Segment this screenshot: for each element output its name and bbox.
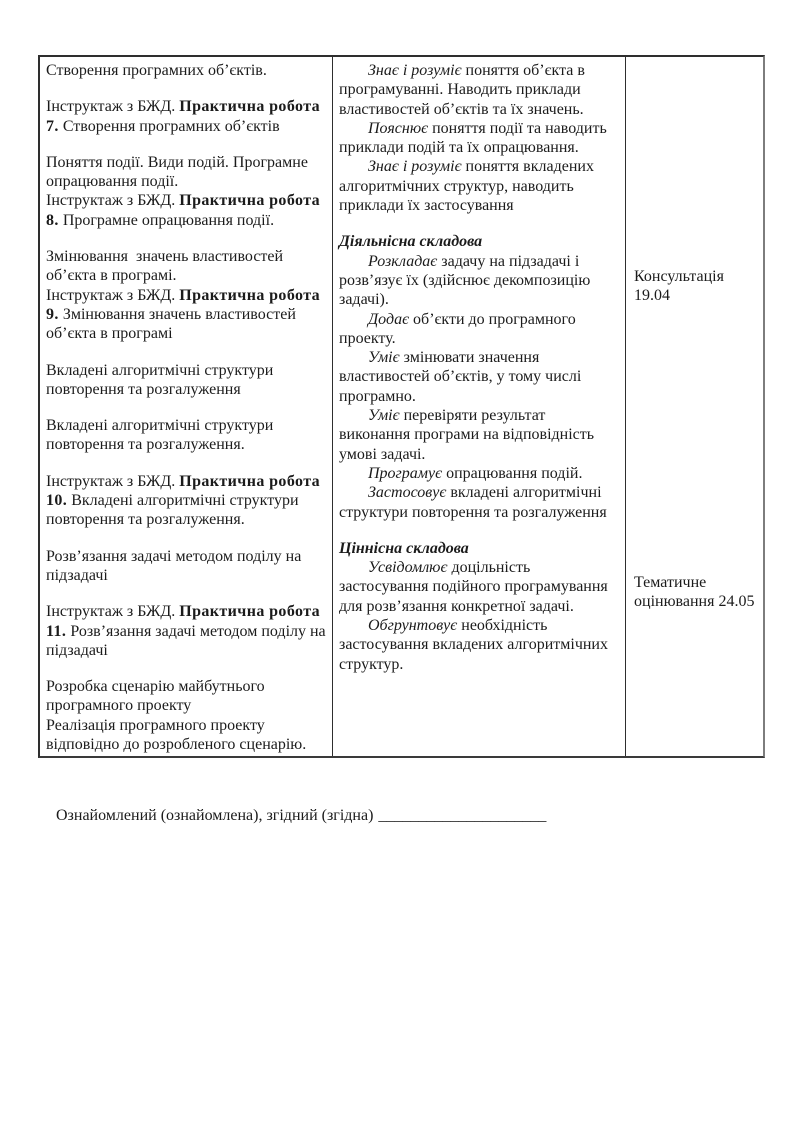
paragraph	[46, 602, 330, 660]
text: Програмне опрацювання події.	[58, 211, 275, 229]
text: вкладені алгоритмічні структури повторення та розгалуження	[339, 484, 607, 521]
paragraph	[339, 464, 619, 483]
italic-text: Застосовує	[368, 484, 447, 502]
italic-text: Знає і розуміє	[368, 158, 462, 176]
paragraph	[46, 716, 326, 755]
paragraph	[339, 157, 619, 215]
bold-text: Практична робота 7.	[46, 98, 325, 135]
blank-line	[46, 344, 326, 361]
text: Змінювання значень властивостей об’єкта в програмі.	[46, 248, 288, 285]
consultation-note: Консультація 19.04	[634, 268, 724, 305]
paragraph	[46, 191, 326, 230]
text: Вкладені алгоритмічні структури повторення та розгалуження.	[46, 492, 303, 529]
paragraph	[46, 361, 326, 400]
paragraph	[46, 97, 326, 136]
italic-text: Уміє	[368, 407, 400, 425]
paragraph	[339, 252, 619, 310]
acknowledgment-line	[40, 787, 546, 845]
paragraph	[339, 483, 619, 522]
text: об’єкти до програмного проекту.	[339, 310, 580, 347]
schedule-cell	[625, 57, 763, 756]
blank-line	[46, 136, 326, 153]
paragraph	[339, 348, 619, 406]
italic-text: Додає	[368, 310, 410, 328]
text: Змінювання значень властивостей об’єкта в програмі	[46, 305, 300, 343]
curriculum-table	[38, 55, 765, 758]
paragraph	[46, 286, 326, 344]
bold-text: Практична робота 10.	[46, 472, 325, 510]
text: Інструктаж з БЖД.	[46, 286, 180, 304]
text: необхідність застосування вкладених алгоритмічних структур.	[339, 617, 612, 673]
bold-italic-heading: Діяльнісна складова	[339, 233, 483, 251]
italic-text: Розкладає	[368, 252, 438, 270]
paragraph	[46, 547, 326, 586]
paragraph	[46, 472, 326, 530]
text: доцільність застосування подійного програмування для розв’язання конкретної задачі.	[339, 559, 612, 615]
text: Інструктаж з БЖД.	[46, 472, 180, 490]
blank-line	[46, 585, 326, 602]
paragraph	[339, 539, 619, 558]
text: Створення програмних об’єктів	[58, 117, 280, 135]
paragraph	[46, 153, 326, 192]
blank-line	[46, 80, 326, 97]
learning-outcomes-cell	[332, 57, 625, 756]
bold-italic-heading: Ціннісна складова	[339, 539, 469, 557]
text: Створення програмних об’єктів.	[46, 62, 267, 79]
acknowledgment-text: Ознайомлений (ознайомлена), згідний (згідна)	[56, 807, 374, 825]
paragraph	[339, 232, 619, 251]
text: Розв’язання задачі методом поділу на підзадачі	[46, 622, 330, 659]
paragraph	[46, 416, 326, 455]
blank-line	[46, 399, 326, 416]
italic-text: Уміє	[368, 349, 400, 367]
paragraph	[46, 61, 326, 80]
text: Розробка сценарію майбутнього програмного проекту	[46, 678, 269, 715]
blank-line	[46, 455, 326, 472]
paragraph	[339, 119, 619, 158]
text: змінювати значення властивостей об’єктів, у тому числі програмно.	[339, 349, 586, 405]
bold-text: Практична робота 9.	[46, 286, 325, 323]
signature-blank-line: _____________________	[378, 807, 547, 825]
italic-text: Пояснює	[368, 119, 429, 137]
paragraph	[339, 616, 619, 674]
blank-line	[46, 230, 326, 247]
text: Інструктаж з БЖД.	[46, 98, 180, 116]
italic-text: Обгрунтовує	[368, 617, 458, 635]
thematic-assessment-note: Тематичне оцінювання 24.05	[634, 574, 755, 611]
text: поняття об’єкта в програмуванні. Наводить приклади властивостей об’єктів та їх значень.	[339, 62, 589, 118]
italic-text: Програмує	[368, 464, 443, 482]
paragraph	[339, 310, 619, 349]
text: поняття події та наводить приклади подій та їх опрацювання.	[339, 119, 611, 157]
topics-column-cell	[40, 57, 332, 756]
paragraph	[46, 247, 326, 286]
paragraph	[339, 558, 619, 616]
text: Вкладені алгоритмічні структури повторення та розгалуження	[46, 361, 278, 398]
italic-text: Усвідомлює	[368, 559, 448, 577]
text: поняття вкладених алгоритмічних структур, наводить приклади їх застосування	[339, 158, 598, 215]
text: Розв’язання задачі методом поділу на підзадачі	[46, 547, 306, 584]
text: Вкладені алгоритмічні структури повторення та розгалуження.	[46, 417, 278, 454]
blank-line	[339, 522, 619, 539]
text: задачу на підзадачі і розв’язує їх (здійснює декомпозицію задачі).	[339, 252, 595, 309]
blank-line	[46, 660, 326, 677]
blank-line	[46, 530, 326, 547]
text: перевіряти результат виконання програми на відповідність умові задачі.	[339, 407, 599, 463]
bold-text: Практична робота 8.	[46, 192, 325, 229]
text: Реалізація програмного проекту відповідно до розробленого сценарію.	[46, 716, 307, 754]
paragraph	[339, 406, 619, 464]
text: Інструктаж з БЖД.	[46, 603, 180, 621]
text: Інструктаж з БЖД.	[46, 192, 180, 210]
paragraph	[339, 61, 619, 119]
text: опрацювання подій.	[442, 464, 583, 482]
text: Поняття події. Види подій. Програмне опрацювання події.	[46, 153, 312, 191]
blank-line	[339, 215, 619, 232]
italic-text: Знає і розуміє	[368, 62, 462, 79]
paragraph	[46, 677, 326, 716]
bold-text: Практична робота 11.	[46, 603, 325, 640]
